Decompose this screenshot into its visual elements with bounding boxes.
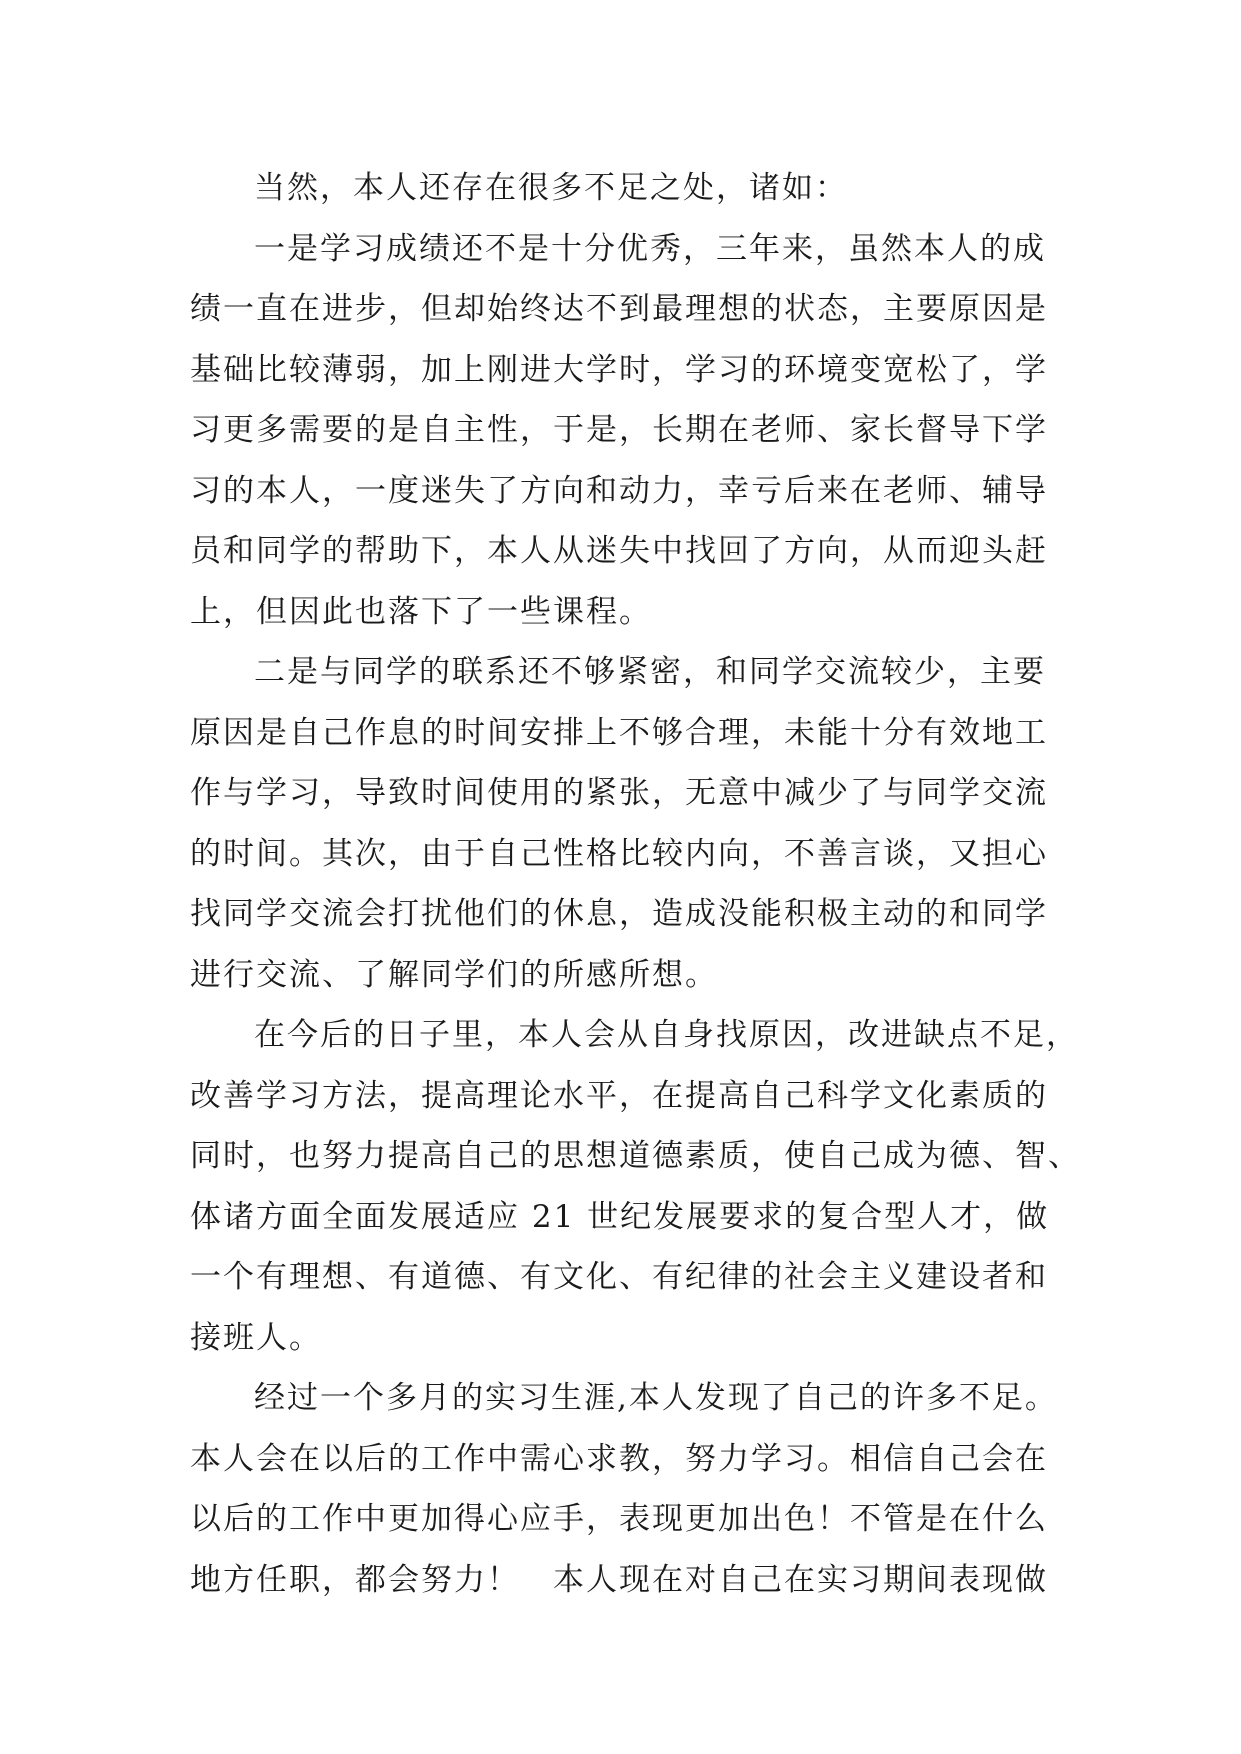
paragraph-line: 本人会在以后的工作中需心求教，努力学习。相信自己会在 — [190, 1440, 1048, 1477]
paragraph-line: 二是与同学的联系还不够紧密，和同学交流较少，主要 — [254, 654, 1046, 690]
paragraph-line: 员和同学的帮助下，本人从迷失中找回了方向，从而迎头赶 — [190, 533, 1048, 569]
paragraph-line: 经过一个多月的实习生涯,本人发现了自己的许多不足。 — [254, 1380, 1058, 1416]
paragraph-line: 作与学习，导致时间使用的紧张，无意中减少了与同学交流 — [190, 775, 1048, 811]
paragraph-line: 一是学习成绩还不是十分优秀，三年来，虽然本人的成 — [254, 230, 1046, 267]
paragraph-line: 习更多需要的是自主性，于是，长期在老师、家长督导下学 — [190, 412, 1048, 448]
paragraph-line: 同时，也努力提高自己的思想道德素质，使自己成为德、智、 — [190, 1138, 1081, 1174]
paragraph-line: 进行交流、了解同学们的所感所想。 — [190, 956, 718, 993]
paragraph-line: 找同学交流会打扰他们的休息，造成没能积极主动的和同学 — [190, 896, 1048, 932]
paragraph-line: 改善学习方法，提高理论水平，在提高自己科学文化素质的 — [190, 1077, 1048, 1114]
paragraph-line: 接班人。 — [190, 1319, 322, 1356]
paragraph-line: 基础比较薄弱，加上刚进大学时，学习的环境变宽松了，学 — [190, 351, 1048, 388]
paragraph-line: 在今后的日子里，本人会从自身找原因，改进缺点不足， — [254, 1017, 1079, 1053]
paragraph-line: 当然，本人还存在很多不足之处，诸如： — [254, 170, 848, 206]
paragraph-line: 以后的工作中更加得心应手，表现更加出色！不管是在什么 — [190, 1501, 1048, 1537]
paragraph-line: 一个有理想、有道德、有文化、有纪律的社会主义建设者和 — [190, 1259, 1048, 1295]
paragraph-line: 上，但因此也落下了一些课程。 — [190, 593, 652, 630]
paragraph-line: 的时间。其次，由于自己性格比较内向，不善言谈，又担心 — [190, 835, 1048, 872]
paragraph-line: 绩一直在进步，但却始终达不到最理想的状态，主要原因是 — [190, 291, 1048, 327]
paragraph-line: 习的本人，一度迷失了方向和动力，幸亏后来在老师、辅导 — [190, 472, 1048, 509]
paragraph-line: 地方任职，都会努力！ 本人现在对自己在实习期间表现做 — [190, 1561, 1048, 1598]
paragraph-line: 体诸方面全面发展适应 21 世纪发展要求的复合型人才，做 — [190, 1198, 1050, 1235]
paragraph-line: 原因是自己作息的时间安排上不够合理，未能十分有效地工 — [190, 714, 1048, 751]
document-body — [190, 158, 1081, 1610]
